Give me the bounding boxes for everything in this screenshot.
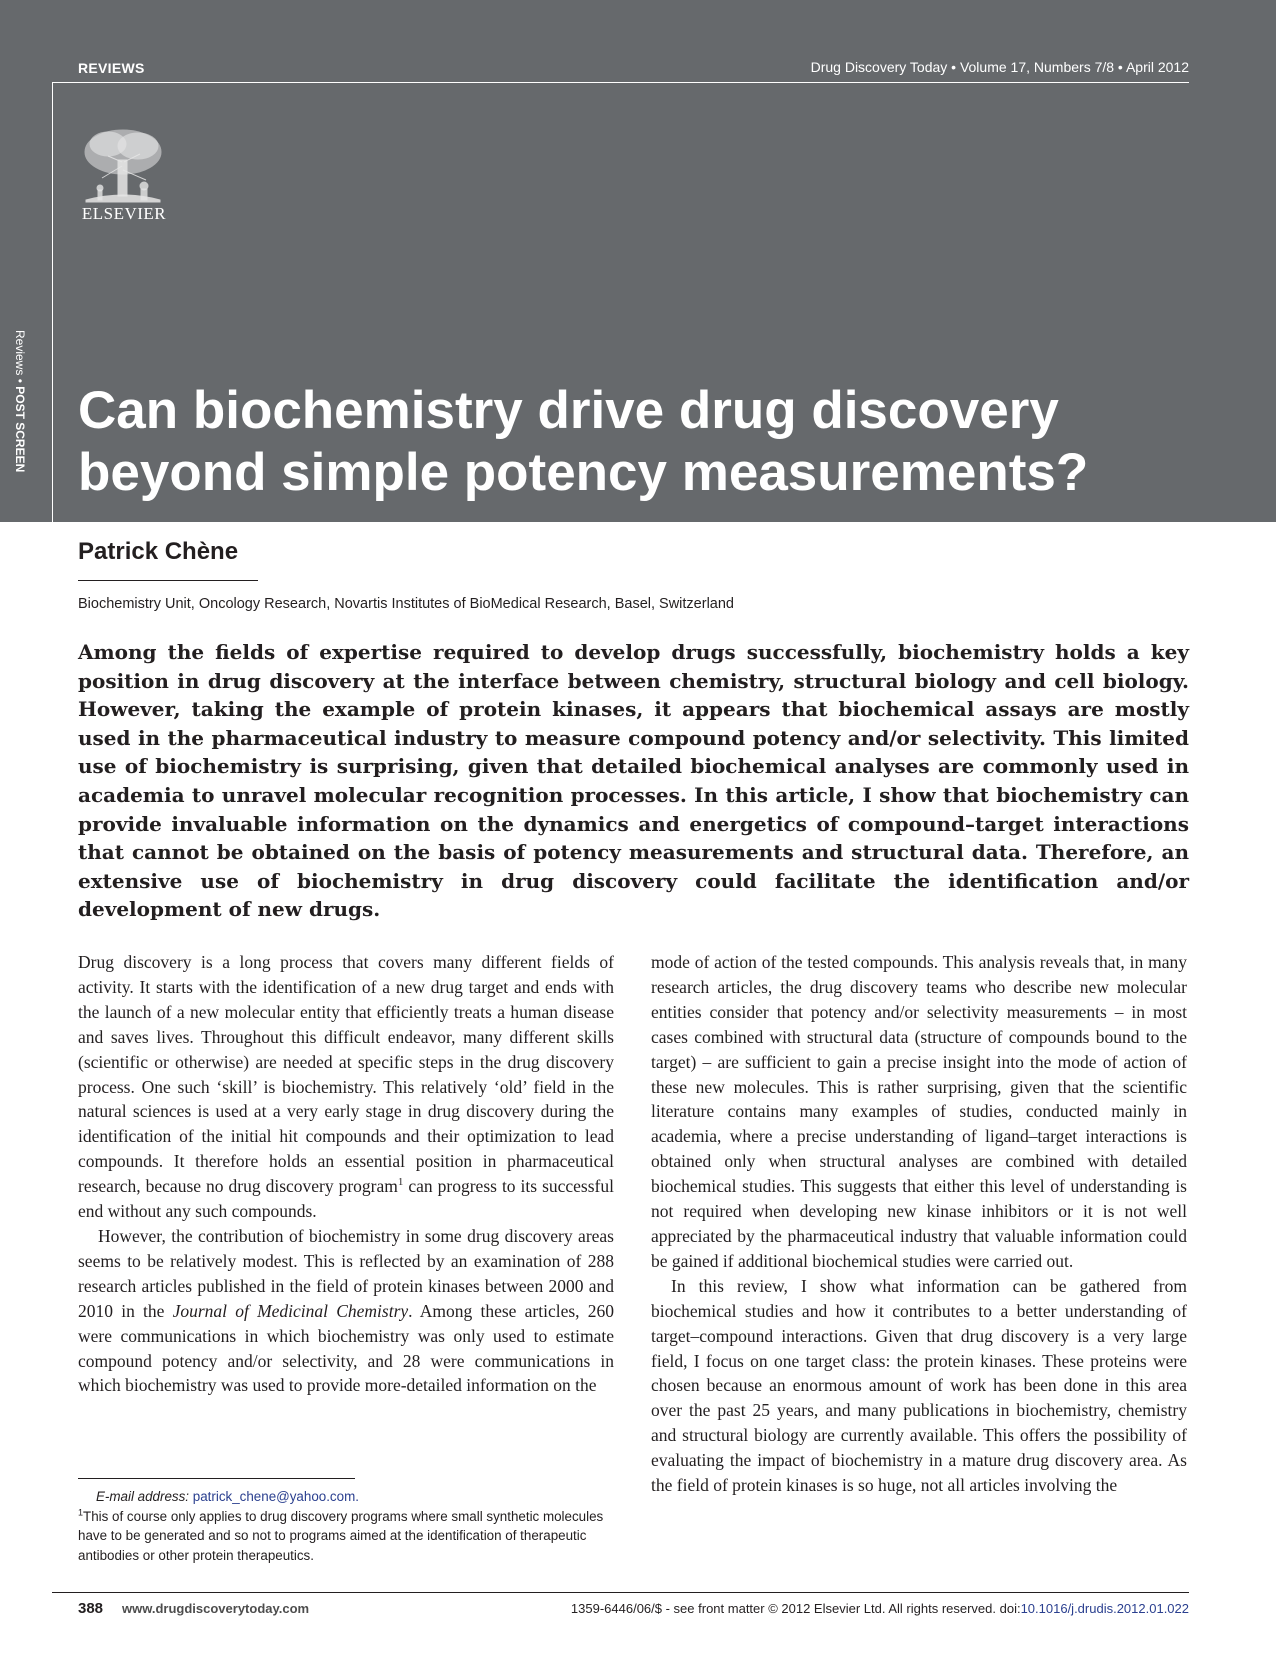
paragraph-text: Drug discovery is a long process that covers many different fields of activity. It starts with the identification of a new drug target and ends with the launch of a new molecular entity that efficiently treats a human disease and saves lives. Throughout this difficult endeavor, many different skills (scientific or otherwise) are needed at specific steps in the drug discovery process. One such ‘skill’ is biochemistry. This relatively ‘old’ field in the natural sciences is used at a very early stage in drug discovery during the identification of the initial hit compounds and their optimization to lead compounds. It therefore holds an essential position in pharmaceutical research, because no drug discovery program (78, 952, 614, 1197)
author-rule (78, 580, 258, 581)
page-footer (78, 1600, 1189, 1620)
footnote-1 (78, 1507, 618, 1566)
email-footnote (78, 1487, 618, 1507)
footnote-rule (78, 1478, 355, 1479)
article-title: Can biochemistry drive drug discovery beyond simple potency measurements? (78, 381, 1089, 502)
body-column-left (78, 950, 614, 1398)
body-paragraph: mode of action of the tested compounds. This analysis reveals that, in many research articles, the drug discovery teams who describe new molecular entities consider that potency and/or selectivity measurements – in most cases combined with structural data (structure of compounds bound to the target) – are sufficient to gain a precise insight into the mode of action of these new molecules. This is rather surprising, given that the scientific literature contains many examples of studies, conducted mainly in academia, where a precise understanding of ligand–target interactions is obtained only when structural analyses are combined with detailed biochemical studies. This suggests that either this level of understanding is not required when developing new kinase inhibitors or it is not well appreciated by the pharmaceutical industry that valuable information could be gained if additional biochemical studies were carried out. (651, 952, 1187, 1271)
paragraph-text: However, the contribution of biochemistry in some drug discovery areas seems to be relatively modest. This is reflected by an examination of 288 research articles published in the field of protein kinases between 2000 and 2010 in the (78, 1225, 614, 1321)
vertical-rule (52, 82, 53, 522)
paragraph-text: . Among these articles, 260 were communications in which biochemistry was only used to estimate compound potency and/or selectivity, and 28 were communications in which biochemistry was used to provide more-detailed information on the (78, 1300, 614, 1396)
page-number: 388 (78, 1600, 104, 1617)
body-column-right (651, 950, 1187, 1498)
header-rule (52, 82, 1189, 83)
abstract: Among the fields of expertise required to develop drugs successfully, biochemistry holds a key position in drug discovery at the interface between chemistry, structural biology and cell biology. However, taking the example of protein kinases, it appears that biochemical assays are mostly used in the pharmaceutical industry to measure compound potency and/or selectivity. This limited use of biochemistry is surprising, given that detailed biochemical analyses are commonly used in academia to unravel molecular recognition processes. In this article, I show that biochemistry can provide invaluable information on the dynamics and energetics of compound–target interactions that cannot be obtained on the basis of potency measurements and structural data. Therefore, an extensive use of biochemistry in drug discovery could facilitate the identification and/or development of new drugs. (78, 640, 1189, 922)
footer-rule (52, 1592, 1189, 1593)
email-label: E-mail address: (96, 1489, 190, 1504)
side-label-separator: • (13, 375, 27, 387)
side-section-label (13, 330, 27, 502)
body-paragraph (78, 1224, 614, 1398)
copyright-text: 1359-6446/06/$ - see front matter © 2012 Elsevier Ltd. All rights reserved. doi: (570, 1601, 1021, 1616)
author-name: Patrick Chène (78, 538, 239, 565)
footnote-number: 1 (78, 1507, 84, 1518)
footnote-ref: 1 (397, 1176, 404, 1189)
body-paragraph: In this review, I show what information can be gathered from biochemical studies and how it contributes to a better understanding of target–compound interactions. Given that drug discovery is a very large field, I focus on one target class: the protein kinases. These proteins were chosen because an enormous amount of work has been done in this area over the past 25 years, and many publications in biochemistry, chemistry and structural biology are currently available. This offers the possibility of evaluating the impact of biochemistry in a mature drug discovery area. As the field of protein kinases is so huge, not all articles involving the (651, 1275, 1187, 1496)
paragraph-text: can progress to its successful end without any such compounds. (78, 1176, 614, 1222)
elsevier-wordmark: ELSEVIER (81, 204, 167, 223)
copyright-line (571, 1601, 1189, 1616)
journal-citation: Drug Discovery Today • Volume 17, Numbers 7/8 • April 2012 (810, 59, 1189, 75)
side-label-post-screen: POST SCREEN (13, 386, 27, 473)
footnotes (78, 1487, 618, 1565)
body-paragraph (78, 950, 614, 1224)
section-label: REVIEWS (78, 60, 145, 76)
author-affiliation: Biochemistry Unit, Oncology Research, Novartis Institutes of BioMedical Research, Basel, Switzerland (78, 596, 734, 612)
doi-link[interactable]: 10.1016/j.drudis.2012.01.022 (1020, 1601, 1189, 1616)
journal-name: Journal of Medicinal Chemistry (172, 1300, 409, 1321)
side-label-reviews: Reviews (13, 330, 27, 376)
journal-website[interactable]: www.drugdiscoverytoday.com (122, 1601, 310, 1616)
footnote-text: This of course only applies to drug discovery programs where small synthetic molecules have to be generated and so not to programs aimed at the identification of therapeutic antibodies or other protein therapeutics. (78, 1508, 604, 1563)
email-link[interactable]: patrick_chene@yahoo.com. (192, 1489, 359, 1504)
